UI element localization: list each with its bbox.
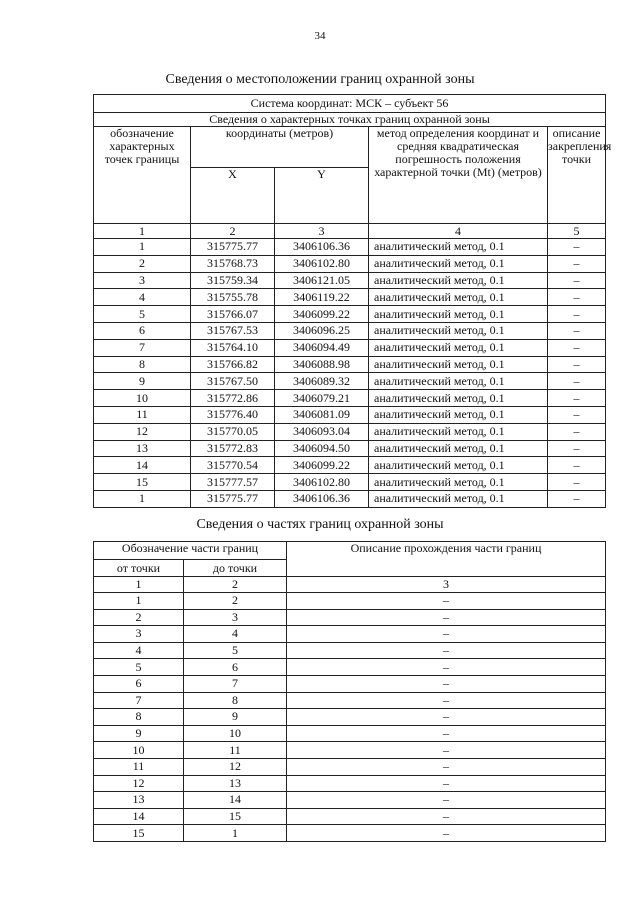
from-point-cell: 5 [94, 659, 184, 676]
description-cell: – [548, 440, 606, 457]
method-cell: аналитический метод, 0.1 [369, 239, 548, 256]
column-number-cell: 4 [369, 224, 548, 239]
y-coordinate-cell: 3406094.50 [275, 440, 369, 457]
point-number-cell: 4 [94, 289, 191, 306]
from-point-cell: 12 [94, 775, 184, 792]
method-cell: аналитический метод, 0.1 [369, 356, 548, 373]
point-number-cell: 8 [94, 356, 191, 373]
from-point-cell: 3 [94, 626, 184, 643]
header-coordinates: координаты (метров) [191, 127, 369, 168]
point-number-cell: 15 [94, 474, 191, 491]
table-row [94, 490, 606, 507]
from-point-cell: 7 [94, 692, 184, 709]
section-title-boundaries: Сведения о местоположении границ охранной зоны [165, 72, 475, 87]
column-number-row [94, 577, 606, 593]
table-row [94, 322, 606, 339]
column-number-cell: 2 [184, 577, 287, 593]
x-coordinate-cell: 315775.77 [191, 239, 275, 256]
table-row [94, 626, 606, 643]
part-description-cell: – [287, 742, 606, 759]
table-row [94, 808, 606, 825]
to-point-cell: 1 [184, 825, 287, 842]
method-cell: аналитический метод, 0.1 [369, 322, 548, 339]
points-subtitle-header: Сведения о характерных точках границ охранной зоны [94, 113, 606, 127]
header-method: метод определения координат и средняя квадратическая погрешность положения характерной точки (Mt) (метров) [369, 127, 548, 224]
table-row [94, 272, 606, 289]
to-point-cell: 14 [184, 792, 287, 809]
method-cell: аналитический метод, 0.1 [369, 474, 548, 491]
table-row [94, 339, 606, 356]
method-cell: аналитический метод, 0.1 [369, 289, 548, 306]
x-coordinate-cell: 315772.86 [191, 390, 275, 407]
x-coordinate-cell: 315759.34 [191, 272, 275, 289]
part-description-cell: – [287, 675, 606, 692]
from-point-cell: 6 [94, 675, 184, 692]
description-cell: – [548, 289, 606, 306]
description-cell: – [548, 490, 606, 507]
table-row [94, 474, 606, 491]
table-row [94, 609, 606, 626]
x-coordinate-cell: 315767.50 [191, 373, 275, 390]
x-coordinate-cell: 315767.53 [191, 322, 275, 339]
x-coordinate-cell: 315776.40 [191, 406, 275, 423]
x-coordinate-cell: 315777.57 [191, 474, 275, 491]
characteristic-points-table [93, 94, 612, 508]
table-row [94, 457, 606, 474]
column-number-cell: 3 [275, 224, 369, 239]
point-number-cell: 1 [94, 239, 191, 256]
to-point-cell: 2 [184, 593, 287, 610]
point-number-cell: 9 [94, 373, 191, 390]
point-number-cell: 12 [94, 423, 191, 440]
y-coordinate-cell: 3406079.21 [275, 390, 369, 407]
description-cell: – [548, 474, 606, 491]
from-point-cell: 8 [94, 709, 184, 726]
to-point-cell: 6 [184, 659, 287, 676]
table-row [94, 423, 606, 440]
method-cell: аналитический метод, 0.1 [369, 490, 548, 507]
part-description-cell: – [287, 808, 606, 825]
y-coordinate-cell: 3406102.80 [275, 474, 369, 491]
from-point-cell: 14 [94, 808, 184, 825]
table-row [94, 356, 606, 373]
x-coordinate-cell: 315770.54 [191, 457, 275, 474]
table-row [94, 725, 606, 742]
header-from-point: от точки [94, 560, 184, 577]
page-number: 34 [314, 30, 326, 42]
table-row [94, 792, 606, 809]
from-point-cell: 9 [94, 725, 184, 742]
boundary-parts-table [93, 541, 606, 842]
header-part-description: Описание прохождения части границ [287, 542, 606, 577]
y-coordinate-cell: 3406081.09 [275, 406, 369, 423]
header-description: описание закрепления точки [548, 127, 606, 224]
description-cell: – [548, 322, 606, 339]
x-coordinate-cell: 315755.78 [191, 289, 275, 306]
table-row [94, 692, 606, 709]
y-coordinate-cell: 3406099.22 [275, 457, 369, 474]
table-row [94, 775, 606, 792]
coordinate-system-header: Система координат: МСК – субъект 56 [94, 95, 606, 113]
to-point-cell: 13 [184, 775, 287, 792]
table-row [94, 675, 606, 692]
point-number-cell: 1 [94, 490, 191, 507]
header-point-designation: обозначение характерных точек границы [94, 127, 191, 224]
to-point-cell: 15 [184, 808, 287, 825]
y-coordinate-cell: 3406093.04 [275, 423, 369, 440]
x-coordinate-cell: 315770.05 [191, 423, 275, 440]
part-description-cell: – [287, 792, 606, 809]
x-coordinate-cell: 315764.10 [191, 339, 275, 356]
description-cell: – [548, 255, 606, 272]
to-point-cell: 3 [184, 609, 287, 626]
point-number-cell: 10 [94, 390, 191, 407]
table-row [94, 758, 606, 775]
table-row [94, 390, 606, 407]
from-point-cell: 10 [94, 742, 184, 759]
to-point-cell: 7 [184, 675, 287, 692]
table-row [94, 373, 606, 390]
x-coordinate-cell: 315775.77 [191, 490, 275, 507]
from-point-cell: 4 [94, 642, 184, 659]
table-row [94, 239, 606, 256]
method-cell: аналитический метод, 0.1 [369, 457, 548, 474]
point-number-cell: 3 [94, 272, 191, 289]
part-description-cell: – [287, 692, 606, 709]
y-coordinate-cell: 3406106.36 [275, 490, 369, 507]
y-coordinate-cell: 3406102.80 [275, 255, 369, 272]
description-cell: – [548, 423, 606, 440]
point-number-cell: 13 [94, 440, 191, 457]
to-point-cell: 10 [184, 725, 287, 742]
part-description-cell: – [287, 642, 606, 659]
table-row [94, 593, 606, 610]
y-coordinate-cell: 3406088.98 [275, 356, 369, 373]
part-description-cell: – [287, 758, 606, 775]
column-number-cell: 2 [191, 224, 275, 239]
method-cell: аналитический метод, 0.1 [369, 423, 548, 440]
y-coordinate-cell: 3406099.22 [275, 306, 369, 323]
method-cell: аналитический метод, 0.1 [369, 406, 548, 423]
y-coordinate-cell: 3406094.49 [275, 339, 369, 356]
description-cell: – [548, 272, 606, 289]
part-description-cell: – [287, 709, 606, 726]
x-coordinate-cell: 315772.83 [191, 440, 275, 457]
description-cell: – [548, 339, 606, 356]
description-cell: – [548, 390, 606, 407]
point-number-cell: 11 [94, 406, 191, 423]
column-number-cell: 1 [94, 224, 191, 239]
part-description-cell: – [287, 825, 606, 842]
x-coordinate-cell: 315766.82 [191, 356, 275, 373]
description-cell: – [548, 373, 606, 390]
table-row [94, 440, 606, 457]
point-number-cell: 7 [94, 339, 191, 356]
to-point-cell: 11 [184, 742, 287, 759]
x-coordinate-cell: 315766.07 [191, 306, 275, 323]
method-cell: аналитический метод, 0.1 [369, 373, 548, 390]
column-number-cell: 3 [287, 577, 606, 593]
part-description-cell: – [287, 725, 606, 742]
table-row [94, 825, 606, 842]
description-cell: – [548, 457, 606, 474]
description-cell: – [548, 406, 606, 423]
header-to-point: до точки [184, 560, 287, 577]
method-cell: аналитический метод, 0.1 [369, 272, 548, 289]
column-number-cell: 5 [548, 224, 606, 239]
part-description-cell: – [287, 626, 606, 643]
from-point-cell: 13 [94, 792, 184, 809]
part-description-cell: – [287, 775, 606, 792]
table-row [94, 709, 606, 726]
part-description-cell: – [287, 609, 606, 626]
column-number-row [94, 224, 606, 239]
description-cell: – [548, 356, 606, 373]
y-coordinate-cell: 3406121.05 [275, 272, 369, 289]
to-point-cell: 8 [184, 692, 287, 709]
method-cell: аналитический метод, 0.1 [369, 390, 548, 407]
y-coordinate-cell: 3406119.22 [275, 289, 369, 306]
description-cell: – [548, 306, 606, 323]
column-number-cell: 1 [94, 577, 184, 593]
to-point-cell: 4 [184, 626, 287, 643]
table-row [94, 255, 606, 272]
point-number-cell: 14 [94, 457, 191, 474]
point-number-cell: 2 [94, 255, 191, 272]
description-cell: – [548, 239, 606, 256]
header-part-designation: Обозначение части границ [94, 542, 287, 560]
method-cell: аналитический метод, 0.1 [369, 255, 548, 272]
method-cell: аналитический метод, 0.1 [369, 440, 548, 457]
table-row [94, 642, 606, 659]
table-row [94, 306, 606, 323]
header-y: Y [275, 168, 369, 224]
table-row [94, 406, 606, 423]
to-point-cell: 5 [184, 642, 287, 659]
x-coordinate-cell: 315768.73 [191, 255, 275, 272]
method-cell: аналитический метод, 0.1 [369, 306, 548, 323]
table-row [94, 659, 606, 676]
method-cell: аналитический метод, 0.1 [369, 339, 548, 356]
table-row [94, 289, 606, 306]
from-point-cell: 2 [94, 609, 184, 626]
part-description-cell: – [287, 593, 606, 610]
y-coordinate-cell: 3406096.25 [275, 322, 369, 339]
to-point-cell: 9 [184, 709, 287, 726]
header-x: X [191, 168, 275, 224]
from-point-cell: 15 [94, 825, 184, 842]
to-point-cell: 12 [184, 758, 287, 775]
point-number-cell: 5 [94, 306, 191, 323]
table-row [94, 742, 606, 759]
point-number-cell: 6 [94, 322, 191, 339]
y-coordinate-cell: 3406089.32 [275, 373, 369, 390]
section-title-parts: Сведения о частях границ охранной зоны [196, 517, 444, 532]
y-coordinate-cell: 3406106.36 [275, 239, 369, 256]
from-point-cell: 1 [94, 593, 184, 610]
from-point-cell: 11 [94, 758, 184, 775]
part-description-cell: – [287, 659, 606, 676]
